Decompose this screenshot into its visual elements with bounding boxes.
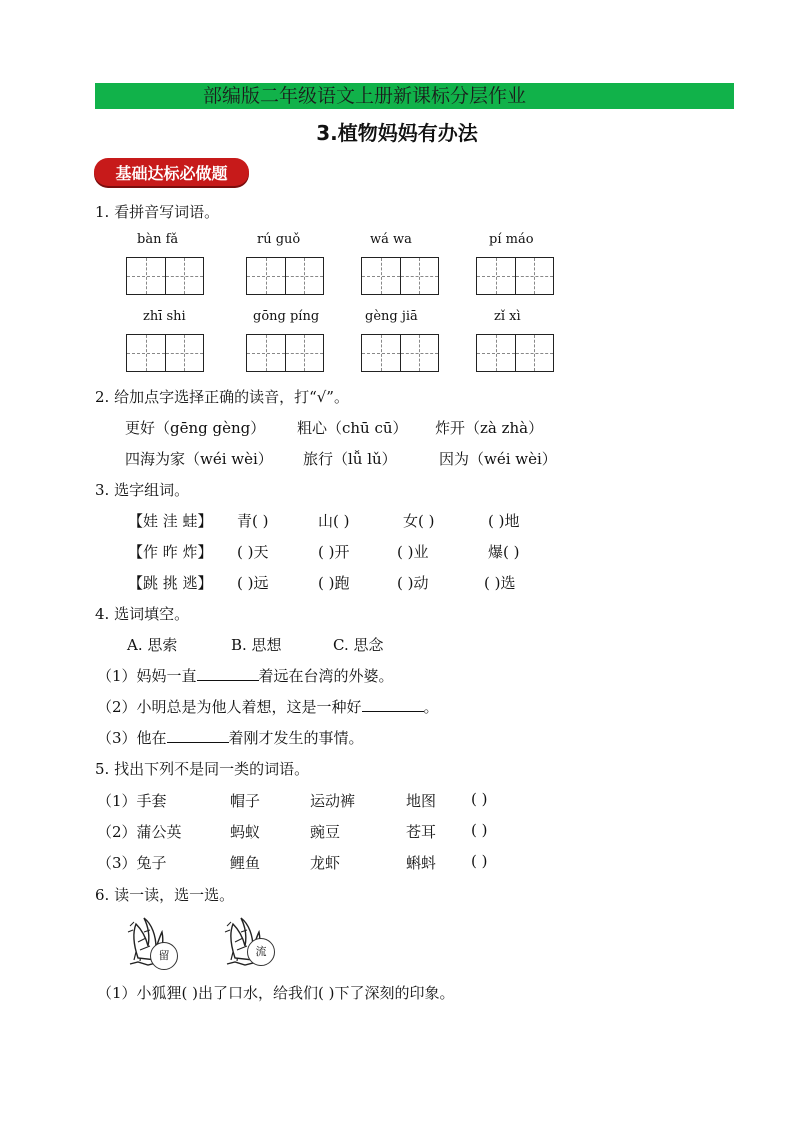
page-title: 3.植物妈妈有办法 <box>316 121 478 145</box>
writing-grid[interactable] <box>476 334 554 372</box>
answer-paren[interactable]: ( ) <box>471 852 488 870</box>
word-blank[interactable]: ( )开 <box>318 543 350 561</box>
writing-grid[interactable] <box>361 257 439 295</box>
word-item: 豌豆 <box>310 823 341 841</box>
q3-stem: 3. 选字组词。 <box>95 481 190 499</box>
fill-sentence <box>97 665 394 686</box>
word-item: 帽子 <box>230 792 261 810</box>
pinyin-label: bàn fǎ <box>137 232 179 247</box>
char-options: 【娃 洼 蛙】 <box>128 512 213 530</box>
word-blank[interactable]: 青( ) <box>237 512 269 530</box>
word-item: （2）蒲公英 <box>97 823 182 841</box>
pinyin-label: gèng jiā <box>365 309 418 324</box>
q6-stem: 6. 读一读，选一选。 <box>95 886 235 904</box>
word-blank[interactable]: ( )远 <box>237 574 269 592</box>
pinyin-label: pí máo <box>489 232 534 247</box>
word-blank[interactable]: ( )天 <box>237 543 269 561</box>
sentence-part: 着远在台湾的外婆。 <box>258 667 394 685</box>
sentence-part: （1）妈妈一直 <box>97 667 197 685</box>
answer-blank[interactable] <box>167 728 229 743</box>
sentence-part: （2）小明总是为他人着想，这是一种好 <box>97 698 362 716</box>
section-badge-label: 基础达标必做题 <box>115 164 228 183</box>
char-choice-circle[interactable]: 留 <box>150 942 178 970</box>
word-option: A. 思索 <box>127 636 178 654</box>
pronunciation-choice[interactable]: 更好（gēng gèng） <box>125 419 266 437</box>
word-blank[interactable]: ( )业 <box>397 543 429 561</box>
word-blank[interactable]: ( )选 <box>484 574 516 592</box>
pinyin-label: zhī shi <box>143 309 186 324</box>
q1-stem: 1. 看拼音写词语。 <box>95 203 220 221</box>
q2-stem: 2. 给加点字选择正确的读音，打“√”。 <box>95 388 349 406</box>
word-item: （3）兔子 <box>97 854 167 872</box>
word-blank[interactable]: 女( ) <box>403 512 435 530</box>
writing-grid[interactable] <box>246 257 324 295</box>
char-choice-circle[interactable]: 流 <box>247 938 275 966</box>
word-blank[interactable]: ( )动 <box>397 574 429 592</box>
sentence-part: （3）他在 <box>97 729 167 747</box>
char-options: 【作 昨 炸】 <box>128 543 213 561</box>
pronunciation-choice[interactable]: 旅行（lǚ lǔ） <box>303 450 397 468</box>
word-item: 苍耳 <box>406 823 437 841</box>
word-item: 龙虾 <box>310 854 341 872</box>
sentence-part: 。 <box>423 698 439 716</box>
pinyin-label: gōng píng <box>253 309 320 324</box>
word-item: 蚂蚁 <box>230 823 261 841</box>
writing-grid[interactable] <box>361 334 439 372</box>
writing-grid[interactable] <box>126 257 204 295</box>
pinyin-label: rú guǒ <box>257 232 301 247</box>
writing-grid[interactable] <box>476 257 554 295</box>
pronunciation-choice[interactable]: 炸开（zà zhà） <box>435 419 544 437</box>
answer-paren[interactable]: ( ) <box>471 821 488 839</box>
char-options: 【跳 挑 逃】 <box>128 574 213 592</box>
word-item: （1）手套 <box>97 792 167 810</box>
word-blank[interactable]: ( )地 <box>488 512 520 530</box>
word-option: C. 思念 <box>333 636 384 654</box>
word-blank[interactable]: 爆( ) <box>488 543 520 561</box>
word-item: 蝌蚪 <box>406 854 437 872</box>
word-item: 地图 <box>406 792 437 810</box>
answer-blank[interactable] <box>197 666 259 681</box>
sentence-part: 着刚才发生的事情。 <box>228 729 364 747</box>
word-item: 运动裤 <box>310 792 356 810</box>
pronunciation-choice[interactable]: 因为（wéi wèi） <box>439 450 557 468</box>
answer-blank[interactable] <box>362 697 424 712</box>
fill-sentence <box>97 727 364 748</box>
word-option: B. 思想 <box>231 636 282 654</box>
banner-title: 部编版二年级语文上册新课标分层作业 <box>203 85 527 107</box>
writing-grid[interactable] <box>246 334 324 372</box>
header-banner <box>95 83 734 109</box>
word-blank[interactable]: 山( ) <box>318 512 350 530</box>
section-badge <box>94 158 249 186</box>
fill-sentence <box>97 696 439 717</box>
word-blank[interactable]: ( )跑 <box>318 574 350 592</box>
q5-stem: 5. 找出下列不是同一类的词语。 <box>95 760 310 778</box>
pronunciation-choice[interactable]: 粗心（chū cū） <box>297 419 408 437</box>
pinyin-label: wá wa <box>370 232 412 247</box>
pronunciation-choice[interactable]: 四海为家（wéi wèi） <box>125 450 273 468</box>
answer-paren[interactable]: ( ) <box>471 790 488 808</box>
pinyin-label: zǐ xì <box>494 309 521 324</box>
word-item: 鲤鱼 <box>230 854 261 872</box>
writing-grid[interactable] <box>126 334 204 372</box>
q4-stem: 4. 选词填空。 <box>95 605 190 623</box>
fill-sentence[interactable]: （1）小狐狸( )出了口水，给我们( )下了深刻的印象。 <box>97 984 455 1002</box>
